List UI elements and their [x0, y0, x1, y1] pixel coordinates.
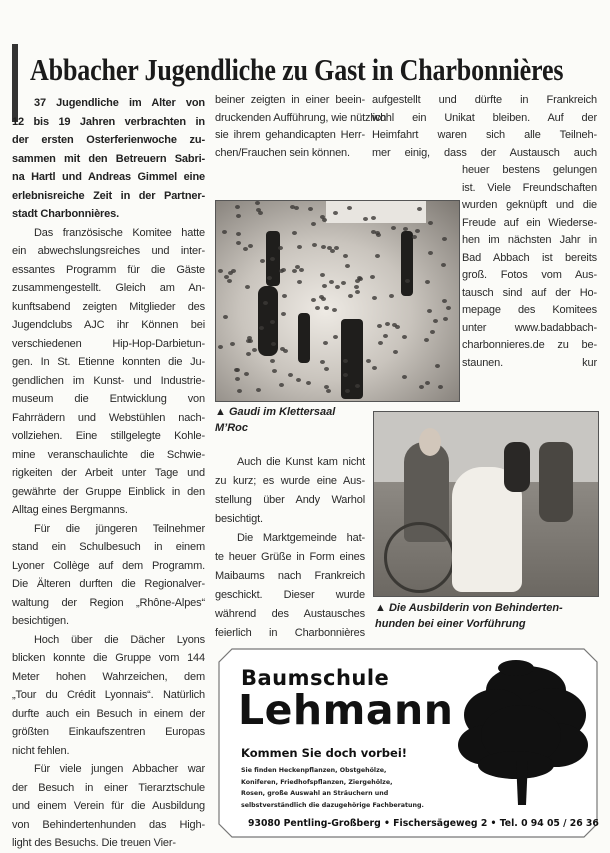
climbing-hold: [427, 309, 432, 313]
ad-brand: Baumschule: [241, 666, 390, 690]
text-line: Das französische Komitee hatte: [34, 226, 205, 239]
climbing-hold: [255, 201, 260, 205]
text-line: charbonnieres.de zu be-: [462, 339, 597, 351]
text-line: und einem Verein für die Ausbildung: [12, 800, 205, 812]
text-line: mine veranschaulichte die Schwie-: [12, 448, 205, 461]
text-line: mer einig, dass der Austausch auch: [372, 146, 597, 159]
text-line: geschickt. Dieser wurde: [215, 589, 365, 601]
climbing-hold: [246, 352, 251, 356]
text-line: sammen mit den Betreuern Sabri-: [12, 152, 205, 165]
photo2-caption: [375, 600, 600, 632]
text-line: gendlichen im Kunst- und Industrie-: [12, 374, 205, 387]
text-line: hen im nächsten Jahr in: [462, 234, 597, 246]
climbing-hold: [281, 312, 286, 316]
tree-icon: [456, 660, 591, 810]
climbing-hold: [281, 268, 286, 272]
climbing-hold: [372, 366, 377, 370]
climbing-hold: [370, 275, 375, 279]
climbing-hold: [280, 347, 285, 351]
climbing-hold: [343, 359, 348, 363]
article-title: Abbacher Jugendliche zu Gast in Charbonnières: [30, 52, 564, 87]
climbing-hold: [282, 294, 287, 298]
climbing-hold: [425, 381, 430, 385]
climbing-hold: [315, 306, 320, 310]
text-line: zu kurz; es wurde eine Aus-: [215, 475, 365, 487]
article-column-2-top: [215, 92, 387, 162]
text-line: Für viele jungen Abbacher war: [34, 763, 205, 775]
climbing-hold: [425, 280, 430, 284]
text-line: größten Einkaufszentren Europas: [12, 726, 205, 738]
text-line: tausch sind auf der Ho-: [462, 286, 597, 299]
climbing-hold: [311, 298, 316, 302]
climbing-hold: [224, 275, 229, 279]
text-line: nicht fehlen.: [12, 744, 70, 757]
climbing-hold: [320, 360, 325, 364]
climbing-hold: [345, 264, 350, 268]
climbing-hold: [321, 245, 326, 249]
climbing-hold: [306, 381, 311, 385]
climbing-hold: [299, 268, 304, 272]
climbing-hold: [260, 259, 265, 263]
text-line: stadt Charbonnières.: [12, 208, 120, 220]
text-line: Die Älteren durften die Regionalver-: [12, 578, 205, 590]
ad-description-line: selbstverständlich die dazugehörige Fachberatung.: [241, 801, 424, 809]
ad-description: [241, 765, 451, 811]
climbing-hold: [412, 235, 417, 239]
climbing-hold: [424, 338, 429, 342]
climbing-hold: [428, 221, 433, 225]
climbing-hold: [402, 375, 407, 379]
climbing-hold: [377, 324, 382, 328]
climbing-hold: [323, 341, 328, 345]
climbing-hold: [218, 269, 223, 273]
person-figure: [539, 442, 573, 522]
climbing-hold: [247, 336, 252, 340]
climbing-hold: [433, 319, 438, 323]
ad-description-line: Rosen, große Auswahl an Sträuchern und: [241, 790, 389, 797]
article-column-3-top: [372, 92, 597, 162]
text-line: rigkeiten der Arbeit unter Tage und: [12, 467, 205, 479]
person-figure: [298, 313, 310, 363]
text-line: ist. Viele Freundschaften: [462, 181, 597, 194]
climbing-hold: [270, 359, 275, 363]
climbing-hold: [294, 206, 299, 210]
climbing-hold: [435, 364, 440, 368]
ad-address: 93080 Pentling-Großberg • Fischersägeweg 2 • Tel. 0 94 05 / 26 36: [248, 818, 599, 829]
climbing-hold: [308, 207, 313, 211]
climbing-hold: [438, 385, 443, 389]
climbing-hold: [333, 211, 338, 215]
climbing-hold: [347, 206, 352, 210]
text-line: verschiedenen Hip-Hop-Darbietun-: [12, 337, 205, 350]
climbing-hold: [419, 385, 424, 389]
text-line: beiner zeigten in einer beein-: [215, 94, 365, 106]
climbing-hold: [415, 229, 420, 233]
advertisement: [218, 648, 598, 838]
article-column-1: [12, 94, 205, 853]
climbing-hold: [243, 247, 248, 251]
climbing-hold: [403, 227, 408, 231]
text-line: groß. Fotos vom Aus-: [462, 269, 597, 281]
climbing-hold: [248, 244, 253, 248]
assistance-dog-photo: [373, 411, 599, 597]
ad-company-name: Lehmann: [238, 686, 454, 734]
text-line: druckenden Aufführung, wie nützlich: [215, 111, 387, 124]
text-line: aufgestellt und dürfte in Frankreich: [372, 94, 597, 106]
caption-line: M’Roc: [215, 422, 248, 434]
text-line: während des Austausches: [215, 608, 365, 620]
text-line: erlebnisreiche Zeit in der Partner-: [12, 189, 205, 202]
climbing-hold: [295, 265, 300, 269]
climbing-hold: [442, 237, 447, 241]
banner: [326, 201, 426, 223]
text-line: feierlich in Charbonnières: [215, 627, 365, 639]
climbing-hold: [230, 342, 235, 346]
text-line: wurden geknüpft und die: [462, 199, 597, 211]
text-line: museum die Entwicklung von: [12, 393, 205, 405]
text-line: stand ein Schulbesuch in einem: [12, 541, 205, 553]
ad-description-line: Koniferen, Friedhofspflanzen, Ziergehölze,: [241, 778, 393, 786]
climbing-hold: [296, 378, 301, 382]
climbing-hold: [329, 280, 334, 284]
text-line: Heimfahrt waren sich alle Teilneh-: [372, 129, 597, 141]
climbing-hold: [235, 377, 240, 381]
caption-line: ▲ Gaudi im Klettersaal: [215, 406, 336, 418]
climbing-hold: [392, 323, 397, 327]
text-line: Freude auf ein Wiederse-: [462, 216, 597, 229]
climbing-hold: [324, 385, 329, 389]
climbing-hold: [371, 216, 376, 220]
text-line: Alltag eines Bergmanns.: [12, 504, 128, 516]
text-line: staunen. kur: [462, 356, 597, 369]
text-line: 37 Jugendliche im Alter von: [34, 97, 205, 109]
climbing-hold: [223, 315, 228, 319]
climbing-hold: [333, 335, 338, 339]
text-line: Meter hohen Wahrzeichen, dem: [12, 670, 205, 683]
caption-line: hunden bei einer Vorführung: [375, 618, 526, 630]
climbing-hold: [236, 214, 241, 218]
text-line: te heuer Grüße in Form eines: [215, 551, 365, 563]
text-line: zusammengestellt. Gleich am An-: [12, 282, 205, 294]
climbing-hold: [348, 294, 353, 298]
climbing-hall-photo: [215, 200, 460, 402]
text-line: na Hartl und Andreas Gimmel eine: [12, 171, 205, 183]
text-line: heuer bestens gelungen: [462, 164, 597, 176]
text-line: Lyoner Collège auf dem Programm.: [12, 559, 205, 572]
climbing-hold: [376, 233, 381, 237]
text-line: kunftsabend zeigten Mitglieder des: [12, 300, 205, 313]
climbing-hold: [343, 254, 348, 258]
text-line: Jugendclubs AJC ihr Können bei: [12, 319, 205, 331]
climbing-hold: [297, 245, 302, 249]
text-line: Hoch über die Dächer Lyons: [34, 633, 205, 646]
climbing-hold: [218, 345, 223, 349]
caption-line: ▲ Die Ausbilderin von Behinderten-: [375, 602, 563, 614]
climbing-hold: [366, 359, 371, 363]
climbing-hold: [279, 383, 284, 387]
text-line: Maibaums nach Frankreich: [215, 570, 365, 582]
climbing-hold: [256, 208, 261, 212]
text-line: gewährte der Gruppe Einblick in den: [12, 485, 205, 498]
climbing-hold: [320, 273, 325, 277]
climbing-hold: [341, 281, 346, 285]
text-line: waltung der Region „Rhône-Alpes“: [12, 596, 205, 609]
climbing-hold: [378, 341, 383, 345]
climbing-hold: [222, 230, 227, 234]
text-line: durfte auch ein Besuch in einem der: [12, 707, 205, 720]
ad-slogan: Kommen Sie doch vorbei!: [241, 746, 408, 760]
climbing-hold: [441, 263, 446, 267]
climbing-hold: [245, 285, 250, 289]
climbing-hold: [375, 254, 380, 258]
climbing-hold: [235, 205, 240, 209]
text-line: ein abwechslungsreiches und inter-: [12, 245, 205, 257]
text-line: Die Marktgemeinde hat-: [237, 532, 365, 544]
ad-description-line: Sie finden Heckenpflanzen, Obstgehölze,: [241, 767, 387, 774]
climbing-hold: [383, 334, 388, 338]
text-line: blicken konnte die Gruppe vom 144: [12, 652, 205, 664]
climbing-hold: [227, 279, 232, 283]
climbing-hold: [288, 373, 293, 377]
climbing-hold: [335, 285, 340, 289]
climbing-hold: [446, 306, 451, 310]
climbing-hold: [391, 226, 396, 230]
climbing-hold: [389, 294, 394, 298]
climbing-hold: [430, 330, 435, 334]
text-line: Auch die Kunst kam nicht: [237, 456, 365, 468]
climbing-hold: [322, 284, 327, 288]
climber-figure: [401, 231, 413, 296]
text-line: gen. In St. Etienne konnten die Ju-: [12, 356, 205, 368]
climbing-hold: [237, 389, 242, 393]
text-line: besichtigt.: [215, 513, 263, 525]
text-line: chen/Frauchen sein können.: [215, 146, 350, 159]
climbing-hold: [292, 269, 297, 273]
text-line: essantes Programm für die Gäste: [12, 263, 205, 276]
climbing-hold: [417, 207, 422, 211]
text-line: mepage des Komitees: [462, 304, 597, 316]
climbing-hold: [402, 335, 407, 339]
trainer-head: [419, 428, 441, 456]
climbing-hold: [312, 243, 317, 247]
climbing-hold: [311, 222, 316, 226]
climbing-hold: [236, 241, 241, 245]
climbing-hold: [442, 299, 447, 303]
climbing-hold: [332, 308, 337, 312]
climbing-hold: [345, 389, 350, 393]
climbing-hold: [385, 322, 390, 326]
climbing-hold: [252, 348, 257, 352]
climbing-hold: [393, 350, 398, 354]
climbing-hold: [228, 271, 233, 275]
climbing-hold: [267, 276, 272, 280]
climbing-hold: [330, 249, 335, 253]
text-line: „Tour du Crédit Lyonnais“. Natürlich: [12, 689, 205, 701]
text-line: Für die jüngeren Teilnehmer: [34, 522, 205, 535]
article-column-3-bottom: [462, 162, 597, 372]
text-line: unter www.badabbach-: [462, 321, 597, 334]
text-line: von Behindertenhunden das High-: [12, 818, 205, 831]
climbing-hold: [271, 342, 276, 346]
wheelchair-wheel: [384, 522, 455, 593]
text-line: stellung über Andy Warhol: [215, 494, 365, 506]
climbing-hold: [428, 251, 433, 255]
climbing-hold: [326, 389, 331, 393]
text-line: sie ihrem gehandicapten Herr-: [215, 129, 365, 141]
text-line: Fahrrädern und Webstühlen nach-: [12, 411, 205, 424]
text-line: der ersten Osterferienwoche zu-: [12, 134, 205, 146]
climbing-hold: [372, 296, 377, 300]
person-figure: [504, 442, 530, 492]
text-line: der Besuch in einer Tierarztschule: [12, 781, 205, 794]
climbing-hold: [236, 232, 241, 236]
climbing-hold: [355, 290, 360, 294]
climbing-hold: [292, 231, 297, 235]
text-line: besichtigen.: [12, 615, 69, 627]
climbing-hold: [324, 306, 329, 310]
text-line: wohl ein Unikat bleiben. Auf der: [372, 111, 597, 124]
climbing-hold: [244, 372, 249, 376]
photo1-caption: [215, 404, 375, 436]
climbing-hold: [297, 280, 302, 284]
climbing-hold: [354, 285, 359, 289]
climbing-hold: [443, 317, 448, 321]
text-line: Bad Abbach ist bereits: [462, 251, 597, 264]
text-line: light des Besuchs. Die treuen Vier-: [12, 837, 176, 849]
climbing-hold: [256, 388, 261, 392]
climbing-hold: [324, 367, 329, 371]
text-line: 12 bis 19 Jahren verbrachten in: [12, 115, 205, 128]
climbing-hold: [278, 246, 283, 250]
article-column-2-bottom: [215, 453, 365, 643]
text-line: vollziehen. Eine stillgelegte Kohle-: [12, 430, 205, 442]
climbing-hold: [272, 369, 277, 373]
